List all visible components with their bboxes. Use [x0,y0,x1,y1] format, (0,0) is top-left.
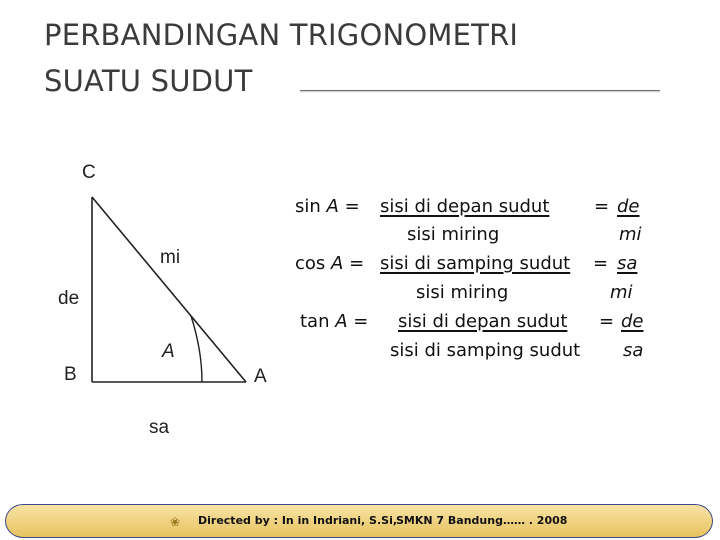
vertex-b-label: B [64,364,77,385]
cos-equals: = [593,253,609,274]
tan-equals: = [599,311,615,332]
sin-ratio-denominator: mi [619,224,642,245]
title-line-1: PERBANDINGAN TRIGONOMETRI [44,18,519,52]
sin-numerator: sisi di depan sudut [380,196,550,217]
cos-ratio-numerator: sa [617,253,638,274]
sin-denominator: sisi miring [407,224,500,245]
bullet-leaf-icon: ❀ [170,515,181,529]
opposite-de-label: de [58,288,80,309]
adjacent-sa-label: sa [149,417,170,438]
tan-denominator: sisi di samping sudut [390,340,581,361]
title-line-2: SUATU SUDUT [44,64,253,98]
sin-ratio-numerator: de [617,196,640,217]
sin-equals: = [594,196,610,217]
cos-lhs: cos A = [295,253,365,274]
tan-numerator: sisi di depan sudut [398,311,568,332]
cos-denominator: sisi miring [416,282,509,303]
angle-a-label: A [162,341,175,362]
tan-ratio-numerator: de [621,311,644,332]
angle-a-arc [191,316,202,382]
cos-numerator: sisi di samping sudut [380,253,571,274]
tan-ratio-denominator: sa [623,340,644,361]
tan-lhs: tan A = [300,311,369,332]
cos-ratio-denominator: mi [610,282,633,303]
hypotenuse-mi-label: mi [160,247,181,268]
vertex-a-label: A [254,366,267,387]
sin-lhs: sin A = [295,196,360,217]
vertex-c-label: C [82,162,96,183]
footer-author: Directed by : In in Indriani, S.Si, [198,514,398,527]
footer-school: SMKN 7 Bandung…… . 2008 [396,514,568,527]
